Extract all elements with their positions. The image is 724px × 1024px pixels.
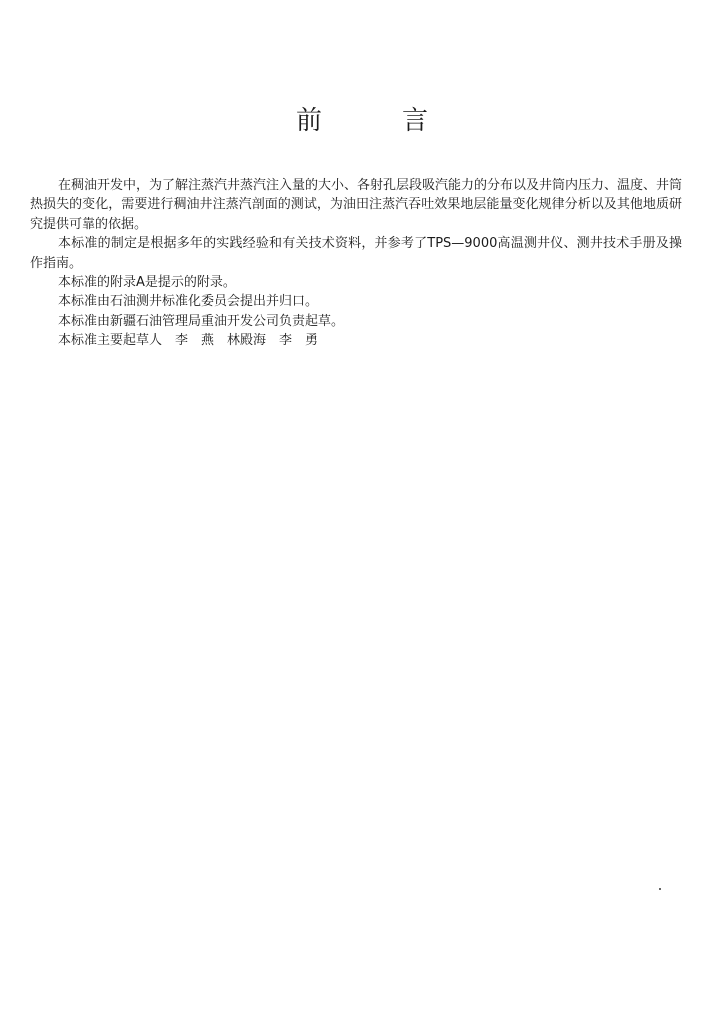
paragraph-basis: 本标准的制定是根据多年的实践经验和有关技术资料，并参考了TPS—9000高温测井仪、测井技术手册及操作指南。 [30,236,682,271]
paragraph-drafters: 本标准主要起草人 李 燕 林殿海 李 勇 [58,333,319,349]
title-char-1: 前 [295,106,322,136]
paragraph-drafter-org: 本标准由新疆石油管理局重油开发公司负责起草。 [58,313,345,329]
foreword-body [30,176,682,351]
scan-speck [659,888,661,890]
paragraph-purpose: 在稠油开发中，为了解注蒸汽井蒸汽注入量的大小、各射孔层段吸汽能力的分布以及井筒内压力、温度、井筒热损失的变化，需要进行稠油井注蒸汽剖面的测试，为油田注蒸汽吞吐效果地层能量变化规律分析以及其他地质研究提供可靠的依据。 [30,178,683,232]
title-char-2: 言 [402,106,429,136]
paragraph-appendix: 本标准的附录A是提示的附录。 [58,275,236,291]
paragraph-proposer: 本标准由石油测井标准化委员会提出并归口。 [58,294,319,310]
page-title [0,100,724,137]
